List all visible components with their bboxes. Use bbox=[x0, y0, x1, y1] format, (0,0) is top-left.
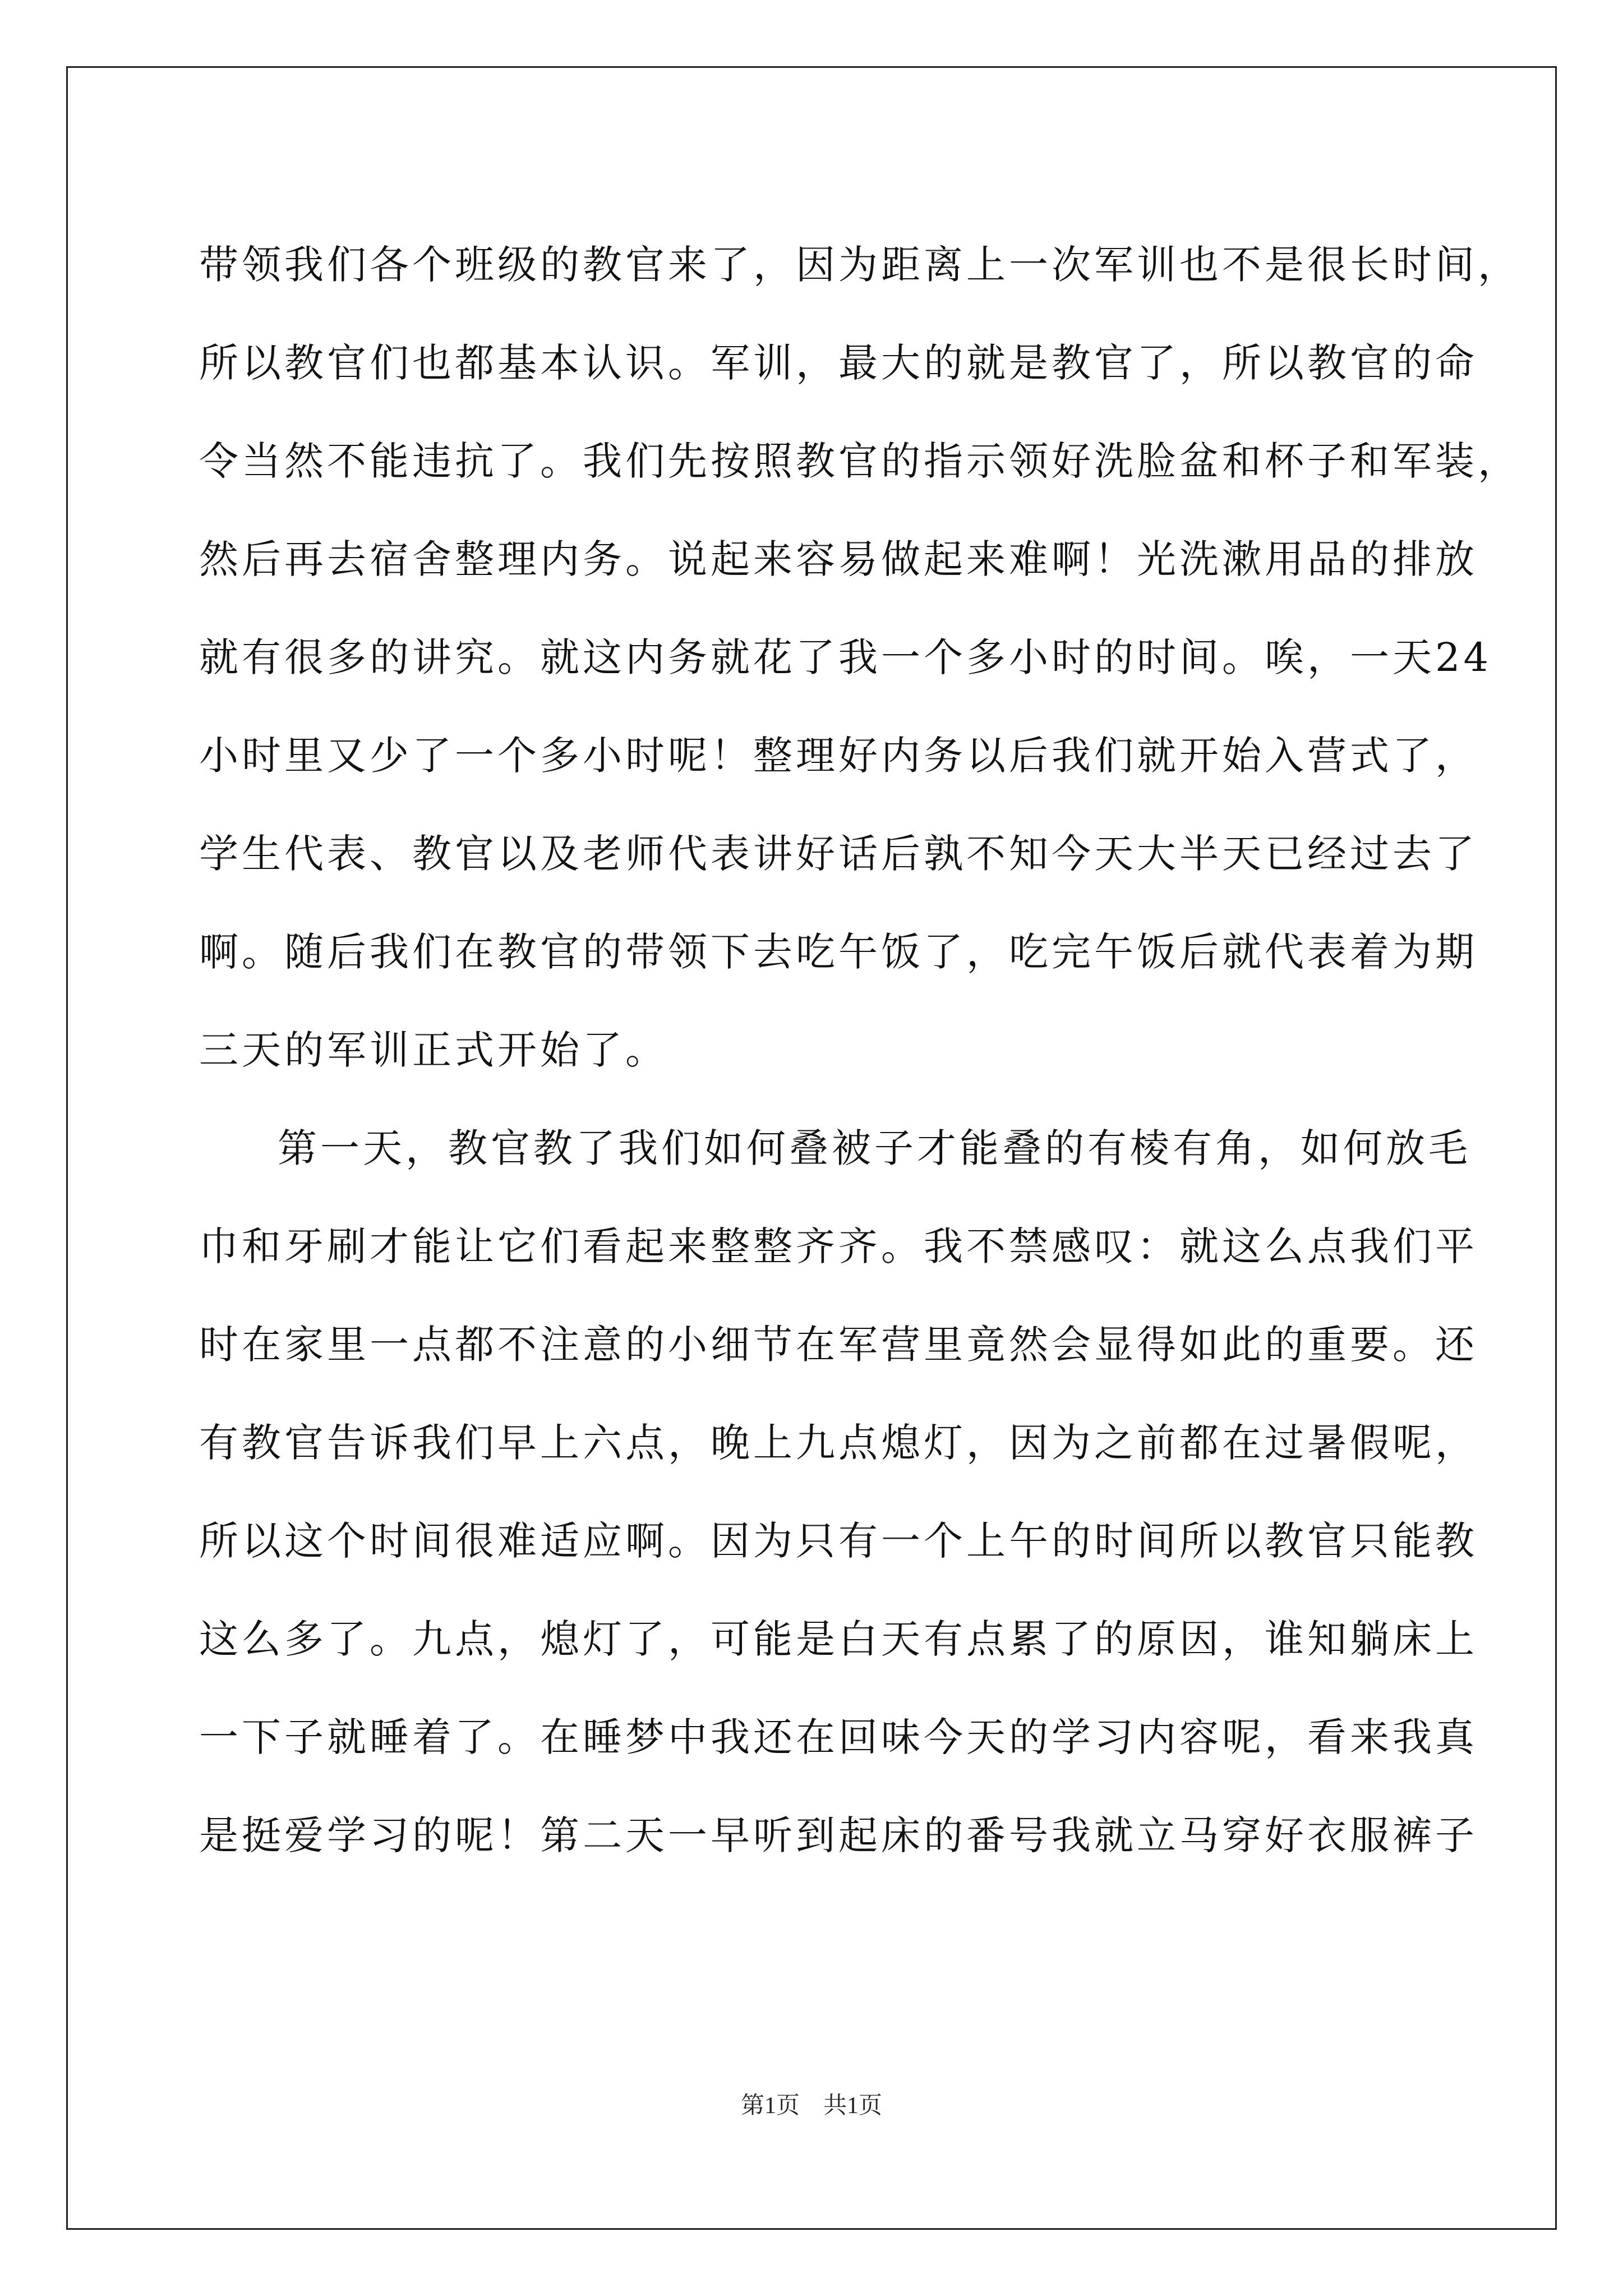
paragraph-1-line-9: 三天的军训正式开始了。 bbox=[199, 1027, 668, 1073]
paragraph-1-line-5: 就有很多的讲究。就这内务就花了我一个多小时的时间。唉，一天24 bbox=[199, 634, 1492, 680]
paragraph-2-line-7: 一下子就睡着了。在睡梦中我还在回味今天的学习内容呢，看来我真 bbox=[199, 1714, 1478, 1760]
page-number-footer: 第1页 共1页 bbox=[740, 2093, 882, 2119]
paragraph-1-line-2: 所以教官们也都基本认识。军训，最大的就是教官了，所以教官的命 bbox=[199, 340, 1478, 386]
paragraph-2-line-2: 巾和牙刷才能让它们看起来整整齐齐。我不禁感叹：就这么点我们平 bbox=[199, 1223, 1478, 1269]
paragraph-1-line-8: 啊。随后我们在教官的带领下去吃午饭了，吃完午饭后就代表着为期 bbox=[199, 929, 1478, 975]
paragraph-1-line-3: 令当然不能违抗了。我们先按照教官的指示领好洗脸盆和杯子和军装， bbox=[199, 438, 1520, 484]
paragraph-2-line-1: 第一天，教官教了我们如何叠被子才能叠的有棱有角，如何放毛 bbox=[278, 1125, 1471, 1171]
document-body bbox=[199, 216, 1520, 1885]
paragraph-2-line-6: 这么多了。九点，熄灯了，可能是白天有点累了的原因，谁知躺床上 bbox=[199, 1616, 1478, 1662]
paragraph-2-line-3: 时在家里一点都不注意的小细节在军营里竟然会显得如此的重要。还 bbox=[199, 1322, 1478, 1368]
paragraph-1-line-1: 带领我们各个班级的教官来了，因为距离上一次军训也不是很长时间， bbox=[199, 242, 1520, 288]
paragraph-2-line-5: 所以这个时间很难适应啊。因为只有一个上午的时间所以教官只能教 bbox=[199, 1518, 1478, 1564]
paragraph-2-line-4: 有教官告诉我们早上六点，晚上九点熄灯，因为之前都在过暑假呢， bbox=[199, 1420, 1478, 1466]
paragraph-1-line-4: 然后再去宿舍整理内务。说起来容易做起来难啊！光洗漱用品的排放 bbox=[199, 536, 1478, 582]
paragraph-1-line-6: 小时里又少了一个多小时呢！整理好内务以后我们就开始入营式了， bbox=[199, 733, 1478, 779]
paragraph-2-line-8: 是挺爱学习的呢！第二天一早听到起床的番号我就立马穿好衣服裤子 bbox=[199, 1812, 1478, 1858]
paragraph-1-line-7: 学生代表、教官以及老师代表讲好话后孰不知今天大半天已经过去了 bbox=[199, 831, 1478, 877]
